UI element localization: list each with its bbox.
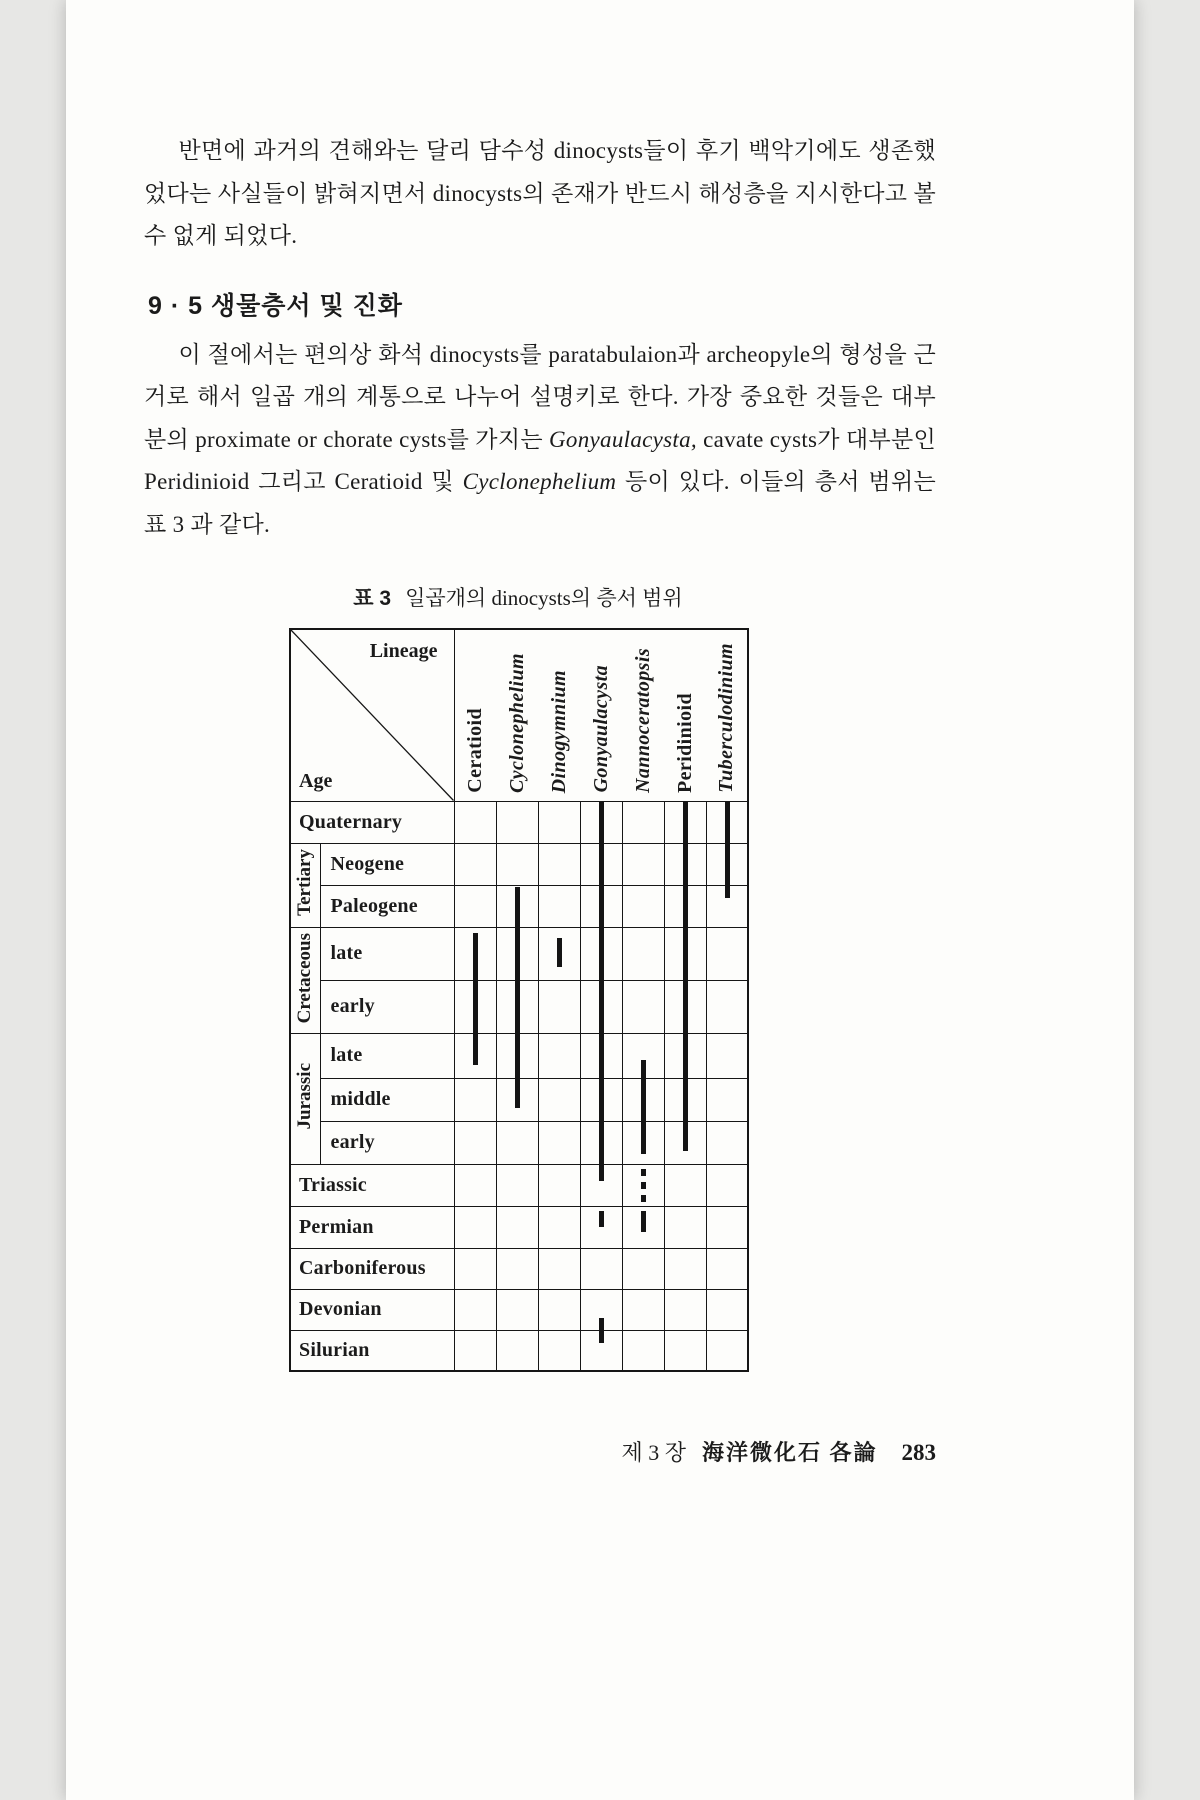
grid-cell	[454, 1206, 496, 1248]
paragraph-1: 반면에 과거의 견해와는 달리 담수성 dinocysts들이 후기 백악기에도 생존했었다는 사실들이 밝혀지면서 dinocysts의 존재가 반드시 해성층을 지시한다고 볼 수 없게 되었다.	[144, 138, 936, 249]
grid-cell	[538, 1330, 580, 1371]
range-chart-figure	[289, 582, 747, 1372]
grid-cell	[706, 1206, 748, 1248]
grid-cell	[580, 1121, 622, 1164]
grid-cell	[580, 1248, 622, 1289]
grid-cell	[664, 1206, 706, 1248]
grid-cell	[664, 885, 706, 927]
grid-cell	[622, 980, 664, 1033]
age-label-cretaceous-early: early	[320, 980, 454, 1033]
grid-cell	[622, 1033, 664, 1078]
age-label-tertiary-paleogene: Paleogene	[320, 885, 454, 927]
column-label: Ceratioid	[463, 708, 486, 793]
grid-cell	[454, 980, 496, 1033]
age-label-jurassic-middle: middle	[320, 1078, 454, 1121]
group-label-cretaceous	[290, 927, 320, 1033]
column-label: Gonyaulacysta	[589, 665, 612, 793]
column-header-dinogymnium	[538, 629, 580, 801]
grid-cell	[580, 1206, 622, 1248]
row-paleogene	[290, 885, 748, 927]
grid-cell	[454, 1330, 496, 1371]
row-devonian	[290, 1289, 748, 1330]
grid-cell	[580, 980, 622, 1033]
table-caption	[289, 582, 747, 612]
group-label-text: Jurassic	[294, 1063, 316, 1130]
grid-cell	[454, 1289, 496, 1330]
paragraph-2: 이 절에서는 편의상 화석 dinocysts를 paratabulaion과 archeopyle의 형성을 근거로 해서 일곱 개의 계통으로 나누어 설명키로 한다. 가장 중요한 것들은 대부분의 proximate or chorate cysts를 가지는 Gonyaulacysta, cavate cysts가 대부분인 Peridinioid 그리고 Ceratioid 및 Cyclonephelium 등이 있다. 이들의 층서 범위는 표 3 과 같다.	[144, 341, 937, 537]
grid-cell	[454, 1033, 496, 1078]
grid-cell	[622, 1206, 664, 1248]
row-triassic	[290, 1164, 748, 1206]
grid-cell	[538, 1033, 580, 1078]
grid-cell	[496, 843, 538, 885]
row-early	[290, 1121, 748, 1164]
grid-cell	[706, 843, 748, 885]
grid-cell	[706, 1033, 748, 1078]
grid-cell	[622, 843, 664, 885]
grid-cell	[496, 927, 538, 980]
age-label-triassic: Triassic	[290, 1164, 454, 1206]
grid-cell	[580, 885, 622, 927]
row-silurian	[290, 1330, 748, 1371]
grid-cell	[706, 1289, 748, 1330]
grid-cell	[538, 980, 580, 1033]
grid-cell	[496, 1206, 538, 1248]
row-neogene	[290, 843, 748, 885]
corner-cell	[290, 629, 454, 801]
grid-cell	[706, 980, 748, 1033]
age-label-jurassic-late: late	[320, 1033, 454, 1078]
grid-cell	[538, 1164, 580, 1206]
grid-cell	[664, 980, 706, 1033]
grid-cell	[538, 1289, 580, 1330]
row-late	[290, 1033, 748, 1078]
grid-cell	[496, 1248, 538, 1289]
book-title: 海洋微化石 各論	[701, 1440, 878, 1465]
age-label-quaternary: Quaternary	[290, 801, 454, 843]
column-header-ceratioid	[454, 629, 496, 801]
grid-cell	[706, 885, 748, 927]
grid-cell	[538, 1206, 580, 1248]
grid-cell	[706, 1121, 748, 1164]
grid-cell	[664, 927, 706, 980]
grid-cell	[454, 1121, 496, 1164]
page-footer	[144, 1436, 936, 1467]
grid-cell	[496, 1330, 538, 1371]
grid-cell	[622, 1289, 664, 1330]
grid-cell	[538, 927, 580, 980]
grid-cell	[664, 1289, 706, 1330]
row-quaternary	[290, 801, 748, 843]
age-label-devonian: Devonian	[290, 1289, 454, 1330]
chapter-label: 제 3 장	[621, 1440, 686, 1465]
page-number: 283	[901, 1440, 936, 1465]
grid-cell	[538, 1248, 580, 1289]
row-early	[290, 980, 748, 1033]
grid-cell	[706, 1164, 748, 1206]
table-caption-label: 표 3	[353, 587, 392, 611]
grid-cell	[538, 885, 580, 927]
grid-cell	[580, 1078, 622, 1121]
grid-cell	[580, 843, 622, 885]
grid-cell	[496, 980, 538, 1033]
grid-cell	[664, 1330, 706, 1371]
grid-cell	[496, 801, 538, 843]
grid-cell	[622, 1164, 664, 1206]
grid-cell	[454, 885, 496, 927]
age-label-cretaceous-late: late	[320, 927, 454, 980]
table-caption-text: 일곱개의 dinocysts의 층서 범위	[405, 586, 683, 611]
corner-label-lineage: Lineage	[369, 640, 438, 663]
grid-cell	[664, 843, 706, 885]
book-page	[66, 0, 1134, 1800]
group-label-tertiary	[290, 843, 320, 927]
grid-cell	[496, 1164, 538, 1206]
grid-cell	[622, 1330, 664, 1371]
grid-cell	[706, 1078, 748, 1121]
grid-cell	[538, 1121, 580, 1164]
grid-cell	[622, 885, 664, 927]
row-permian	[290, 1206, 748, 1248]
grid-cell	[664, 1248, 706, 1289]
grid-cell	[580, 1289, 622, 1330]
grid-cell	[496, 1033, 538, 1078]
grid-cell	[706, 801, 748, 843]
grid-cell	[496, 1078, 538, 1121]
grid-cell	[538, 801, 580, 843]
column-label: Tuberculodinium	[715, 643, 737, 793]
row-carboniferous	[290, 1248, 748, 1289]
column-header-nannoceratopsis	[622, 629, 664, 801]
grid-cell	[580, 1033, 622, 1078]
grid-cell	[454, 1078, 496, 1121]
grid-cell	[454, 801, 496, 843]
range-table	[289, 628, 749, 1372]
corner-label-age: Age	[299, 769, 333, 792]
column-header-gonyaulacysta	[580, 629, 622, 801]
grid-cell	[622, 1121, 664, 1164]
age-label-silurian: Silurian	[290, 1330, 454, 1371]
grid-cell	[454, 1248, 496, 1289]
group-label-text: Cretaceous	[294, 932, 316, 1024]
grid-cell	[706, 927, 748, 980]
range-table-box	[289, 628, 747, 1372]
grid-cell	[496, 885, 538, 927]
grid-cell	[664, 1121, 706, 1164]
grid-cell	[580, 801, 622, 843]
grid-cell	[622, 801, 664, 843]
grid-cell	[454, 843, 496, 885]
grid-cell	[622, 927, 664, 980]
grid-cell	[454, 927, 496, 980]
grid-cell	[580, 927, 622, 980]
grid-cell	[664, 1164, 706, 1206]
grid-cell	[454, 1164, 496, 1206]
grid-cell	[706, 1330, 748, 1371]
grid-cell	[706, 1248, 748, 1289]
age-label-permian: Permian	[290, 1206, 454, 1248]
column-label: Cyclonephelium	[505, 652, 528, 793]
age-label-jurassic-early: early	[320, 1121, 454, 1164]
column-header-tuberculodinium	[706, 629, 748, 801]
age-label-tertiary-neogene: Neogene	[320, 843, 454, 885]
grid-cell	[664, 1078, 706, 1121]
column-label: Nannoceratopsis	[631, 647, 654, 793]
grid-cell	[622, 1248, 664, 1289]
grid-cell	[664, 1033, 706, 1078]
column-header-cyclonephelium	[496, 629, 538, 801]
row-middle	[290, 1078, 748, 1121]
page-content	[144, 0, 936, 1372]
grid-cell	[664, 801, 706, 843]
column-label: Peridinioid	[673, 692, 696, 793]
age-label-carboniferous: Carboniferous	[290, 1248, 454, 1289]
row-late	[290, 927, 748, 980]
grid-cell	[580, 1330, 622, 1371]
group-label-jurassic	[290, 1033, 320, 1164]
column-label: Dinogymnium	[547, 669, 570, 793]
column-header-peridinioid	[664, 629, 706, 801]
grid-cell	[496, 1121, 538, 1164]
grid-cell	[538, 1078, 580, 1121]
grid-cell	[622, 1078, 664, 1121]
group-label-text: Tertiary	[294, 849, 316, 917]
grid-cell	[496, 1289, 538, 1330]
grid-cell	[580, 1164, 622, 1206]
grid-cell	[538, 843, 580, 885]
section-heading: 9 · 5 생물층서 및 진화	[148, 291, 403, 320]
